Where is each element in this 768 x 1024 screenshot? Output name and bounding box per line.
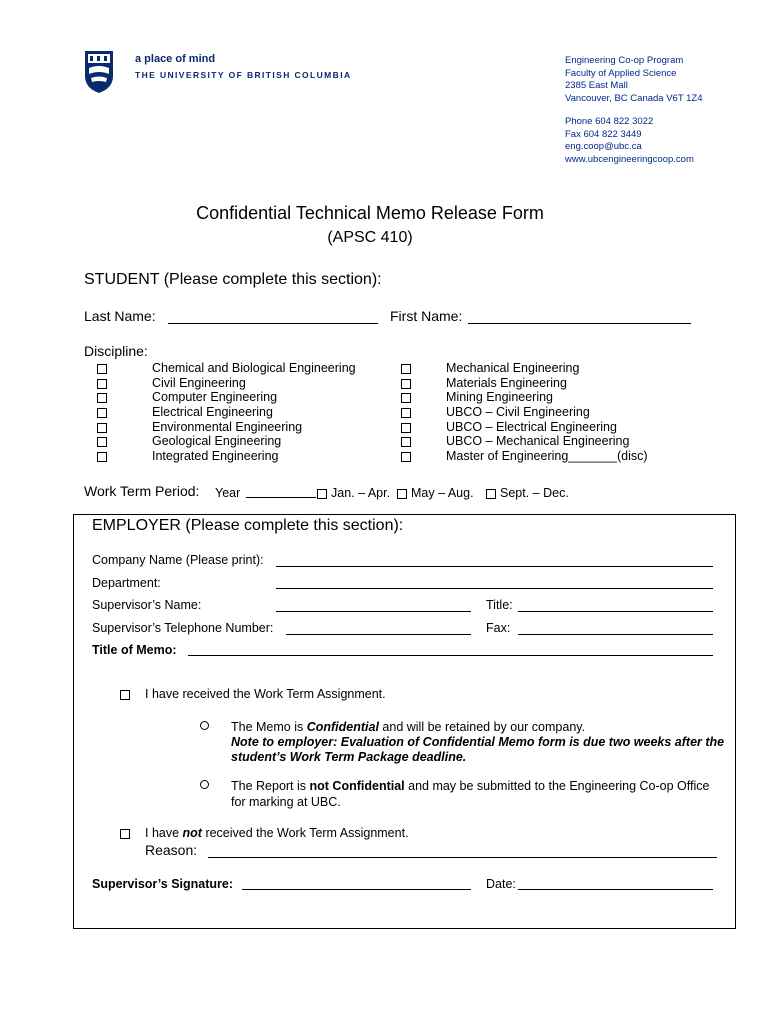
contact-phone: Phone 604 822 3022 bbox=[565, 116, 654, 127]
option-confidential: The Memo is Confidential and will be retained by our company. bbox=[231, 720, 586, 734]
term-checkbox-sept-dec[interactable] bbox=[486, 489, 496, 499]
contact-line: Faculty of Applied Science bbox=[565, 67, 677, 79]
discipline-option: Geological Engineering bbox=[152, 434, 282, 448]
fax-label: Fax: bbox=[486, 621, 511, 635]
discipline-checkbox[interactable] bbox=[97, 379, 107, 389]
discipline-option: Environmental Engineering bbox=[152, 420, 303, 434]
signature-label: Supervisor’s Signature: bbox=[92, 877, 234, 891]
received-checkbox[interactable] bbox=[120, 690, 130, 700]
discipline-option: UBCO – Electrical Engineering bbox=[446, 420, 617, 434]
supervisor-phone-field[interactable] bbox=[286, 634, 471, 635]
discipline-checkbox[interactable] bbox=[97, 364, 107, 374]
contact-details bbox=[565, 116, 694, 166]
signature-field[interactable] bbox=[242, 889, 471, 890]
student-heading: STUDENT (Please complete this section): bbox=[84, 271, 382, 288]
company-name-field[interactable] bbox=[276, 566, 713, 567]
title-label: Title: bbox=[486, 598, 513, 612]
contact-email: eng.coop@ubc.ca bbox=[565, 141, 642, 152]
last-name-label: Last Name: bbox=[84, 308, 156, 324]
discipline-option: Mechanical Engineering bbox=[446, 361, 580, 375]
employer-heading: EMPLOYER (Please complete this section): bbox=[92, 517, 404, 534]
university-name: THE UNIVERSITY OF BRITISH COLUMBIA bbox=[135, 70, 352, 80]
first-name-label: First Name: bbox=[390, 308, 463, 324]
contact-line: 2385 East Mall bbox=[565, 80, 628, 91]
discipline-option: UBCO – Civil Engineering bbox=[446, 405, 590, 419]
year-label: Year bbox=[215, 486, 241, 500]
discipline-option: Integrated Engineering bbox=[152, 449, 279, 463]
discipline-option: Electrical Engineering bbox=[152, 405, 273, 419]
ubc-crest-logo bbox=[84, 50, 114, 94]
department-field[interactable] bbox=[276, 588, 713, 589]
supervisor-phone-label: Supervisor’s Telephone Number: bbox=[92, 621, 274, 635]
discipline-option: Materials Engineering bbox=[446, 376, 567, 390]
title-field[interactable] bbox=[518, 611, 713, 612]
fax-field[interactable] bbox=[518, 634, 713, 635]
contact-website: www.ubcengineeringcoop.com bbox=[565, 153, 694, 165]
not-received-label: I have not received the Work Term Assignment. bbox=[145, 826, 409, 840]
discipline-checkbox[interactable] bbox=[401, 423, 411, 433]
discipline-checkbox[interactable] bbox=[401, 364, 411, 374]
discipline-checkbox[interactable] bbox=[401, 408, 411, 418]
discipline-option: Chemical and Biological Engineering bbox=[152, 361, 356, 375]
discipline-option: Mining Engineering bbox=[446, 390, 554, 404]
term-jan-apr: Jan. – Apr. bbox=[331, 486, 391, 500]
form-title: Confidential Technical Memo Release Form bbox=[196, 203, 544, 223]
not-received-checkbox[interactable] bbox=[120, 829, 130, 839]
contact-fax: Fax 604 822 3449 bbox=[565, 128, 642, 140]
date-label: Date: bbox=[486, 877, 516, 891]
discipline-checkbox[interactable] bbox=[401, 379, 411, 389]
term-checkbox-may-aug[interactable] bbox=[397, 489, 407, 499]
confidential-radio[interactable] bbox=[200, 721, 209, 730]
discipline-checkbox[interactable] bbox=[97, 452, 107, 462]
supervisor-name-field[interactable] bbox=[276, 611, 471, 612]
discipline-checkbox[interactable] bbox=[401, 452, 411, 462]
term-may-aug: May – Aug. bbox=[411, 486, 474, 500]
discipline-checkbox[interactable] bbox=[401, 437, 411, 447]
discipline-checkbox[interactable] bbox=[97, 423, 107, 433]
discipline-label: Discipline: bbox=[84, 343, 148, 359]
first-name-field[interactable] bbox=[468, 323, 691, 324]
form-subtitle: (APSC 410) bbox=[327, 229, 413, 246]
term-checkbox-jan-apr[interactable] bbox=[317, 489, 327, 499]
reason-label: Reason: bbox=[145, 842, 198, 858]
memo-title-field[interactable] bbox=[188, 655, 713, 656]
discipline-option: Computer Engineering bbox=[152, 390, 278, 404]
option-not-confidential-line2: for marking at UBC. bbox=[231, 795, 341, 809]
discipline-option: UBCO – Mechanical Engineering bbox=[446, 434, 630, 448]
supervisor-name-label: Supervisor’s Name: bbox=[92, 598, 202, 612]
discipline-checkbox[interactable] bbox=[97, 393, 107, 403]
department-label: Department: bbox=[92, 576, 161, 590]
option-not-confidential: The Report is not Confidential and may be submitted to the Engineering Co-op Office bbox=[231, 779, 710, 793]
year-field[interactable] bbox=[246, 497, 316, 498]
company-name-label: Company Name (Please print): bbox=[92, 553, 264, 567]
term-sept-dec: Sept. – Dec. bbox=[500, 486, 569, 500]
reason-field[interactable] bbox=[208, 857, 717, 858]
tagline: a place of mind bbox=[135, 53, 216, 65]
contact-line: Vancouver, BC Canada V6T 1Z4 bbox=[565, 92, 703, 104]
confidential-note-line1: Note to employer: Evaluation of Confidential Memo form is due two weeks after the bbox=[231, 735, 725, 749]
work-term-label: Work Term Period: bbox=[84, 483, 200, 499]
received-label: I have received the Work Term Assignment. bbox=[145, 687, 386, 701]
discipline-option: Master of Engineering_______(disc) bbox=[446, 449, 648, 463]
last-name-field[interactable] bbox=[168, 323, 378, 324]
discipline-option: Civil Engineering bbox=[152, 376, 246, 390]
discipline-checkbox[interactable] bbox=[97, 437, 107, 447]
discipline-checkbox[interactable] bbox=[97, 408, 107, 418]
memo-title-label: Title of Memo: bbox=[92, 643, 177, 657]
discipline-checkbox[interactable] bbox=[401, 393, 411, 403]
date-field[interactable] bbox=[518, 889, 713, 890]
not-confidential-radio[interactable] bbox=[200, 780, 209, 789]
contact-line: Engineering Co-op Program bbox=[565, 55, 684, 66]
contact-address bbox=[565, 55, 702, 105]
confidential-note-line2: student’s Work Term Package deadline. bbox=[231, 750, 467, 764]
